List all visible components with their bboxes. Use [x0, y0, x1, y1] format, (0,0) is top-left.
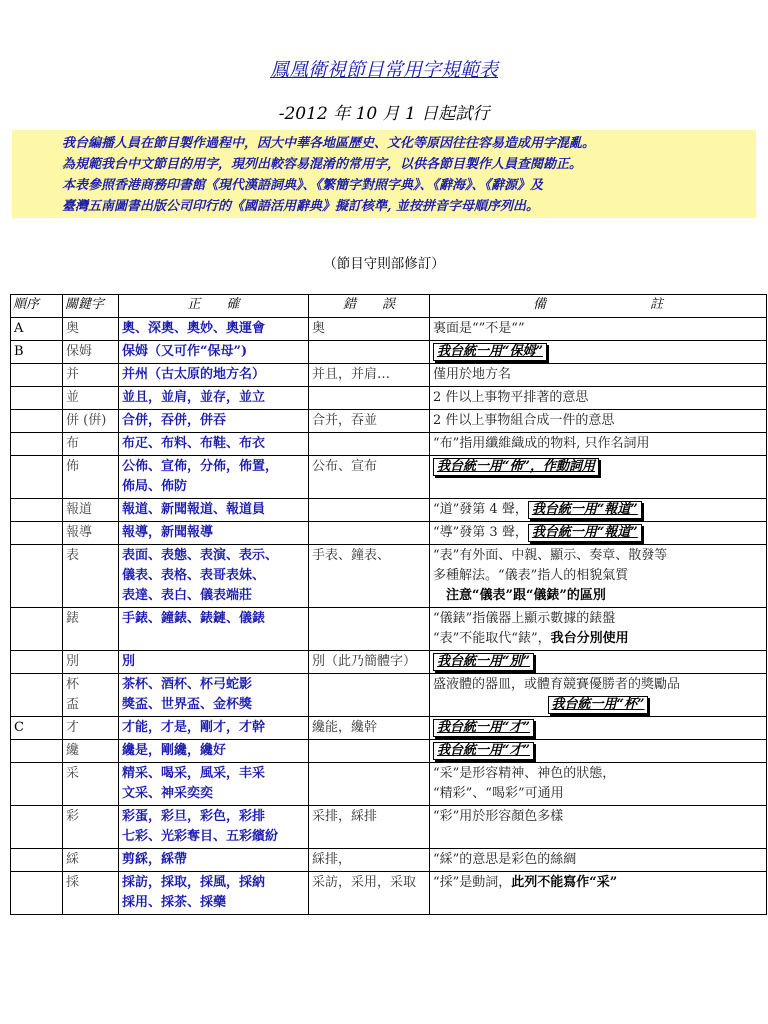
keyword-cell: 杯 盃 — [63, 674, 119, 717]
wrong-usage-cell: 手表、鐘表、 — [309, 545, 430, 608]
standard-character-table — [10, 294, 767, 915]
remark-emphasis: 注意“儀表”跟“儀錶”的區別 — [433, 588, 606, 603]
remark-line — [433, 675, 763, 695]
remark-cell — [430, 522, 767, 545]
table-row — [11, 740, 767, 763]
remark-text: “導”發第 3 聲， — [433, 525, 528, 540]
order-cell — [11, 456, 63, 499]
wrong-usage-cell — [309, 433, 430, 456]
table-row — [11, 674, 767, 717]
table-header-row — [11, 295, 767, 318]
notice-line: 臺灣五南圖書出版公司印行的《國語活用辭典》擬訂核準, 並按拼音字母順序列出。 — [62, 199, 540, 214]
keyword-cell: 並 — [63, 387, 119, 410]
remark-line — [433, 546, 763, 566]
remark-text: 2 件以上事物平排著的意思 — [433, 390, 589, 405]
remark-line — [433, 319, 763, 339]
remark-text: “採”是動詞， — [433, 875, 512, 890]
remark-line — [433, 365, 763, 385]
order-cell — [11, 608, 63, 651]
remark-line — [433, 523, 763, 543]
order-cell — [11, 522, 63, 545]
header-remark: 備 註 — [430, 295, 767, 318]
order-cell — [11, 651, 63, 674]
policy-badge: 我台統一用“報道” — [528, 501, 642, 519]
correct-usage-cell: 精采、喝采，風采，丰采 文采、神采奕奕 — [119, 763, 309, 806]
remark-line — [433, 457, 763, 477]
order-cell — [11, 806, 63, 849]
header-keyword: 關鍵字 — [63, 295, 119, 318]
remark-cell — [430, 341, 767, 364]
keyword-cell: 纔 — [63, 740, 119, 763]
remark-cell — [430, 499, 767, 522]
remark-line — [433, 586, 763, 606]
remark-line — [433, 629, 763, 649]
remark-cell — [430, 410, 767, 433]
correct-usage-cell: 公佈、宣佈，分佈，佈置， 佈局、佈防 — [119, 456, 309, 499]
remark-line — [433, 695, 763, 715]
order-cell: C — [11, 717, 63, 740]
correct-usage-cell: 布疋、布料、布鞋、布衣 — [119, 433, 309, 456]
wrong-usage-cell: 采排，綵排 — [309, 806, 430, 849]
order-cell — [11, 433, 63, 456]
table-row — [11, 849, 767, 872]
table-body — [11, 318, 767, 915]
order-cell — [11, 674, 63, 717]
correct-usage-cell: 彩蛋，彩旦，彩色，彩排 七彩、光彩奪目、五彩繽紛 — [119, 806, 309, 849]
remark-line — [433, 784, 763, 804]
order-cell — [11, 740, 63, 763]
remark-cell — [430, 872, 767, 915]
notice-line: 為規範我台中文節目的用字，現列出較容易混淆的常用字，以供各節目製作人員查閱勘正。 — [62, 157, 583, 172]
wrong-usage-cell: 奥 — [309, 318, 430, 341]
remark-text: 僅用於地方名 — [433, 367, 512, 382]
wrong-usage-cell — [309, 499, 430, 522]
remark-cell — [430, 806, 767, 849]
table-row — [11, 545, 767, 608]
keyword-cell: 奥 — [63, 318, 119, 341]
table-row — [11, 806, 767, 849]
table-row — [11, 364, 767, 387]
page-subtitle: -2012 年 10 月 1 日起試行 — [278, 104, 490, 124]
wrong-usage-cell: 公布、宣布 — [309, 456, 430, 499]
remark-line — [433, 342, 763, 362]
remark-text: “道”發第 4 聲， — [433, 502, 528, 517]
wrong-usage-cell: 纔能，纔幹 — [309, 717, 430, 740]
policy-badge: 我台統一用“報道” — [528, 524, 642, 542]
remark-text: “儀錶”指儀器上顯示數據的錶盤 — [433, 611, 616, 626]
remark-text: 裏面是“ — [433, 321, 479, 336]
table-row — [11, 499, 767, 522]
keyword-cell: 報導 — [63, 522, 119, 545]
table-row — [11, 410, 767, 433]
remark-cell — [430, 433, 767, 456]
order-cell — [11, 545, 63, 608]
correct-usage-cell: 茶杯、酒杯、杯弓蛇影 獎盃、世界盃、金杯獎 — [119, 674, 309, 717]
wrong-usage-cell — [309, 608, 430, 651]
table-row — [11, 387, 767, 410]
keyword-cell: 采 — [63, 763, 119, 806]
wrong-usage-cell — [309, 674, 430, 717]
remark-text: “采”是形容精神、神色的狀態， — [433, 766, 616, 781]
keyword-cell: 別 — [63, 651, 119, 674]
remark-text: 2 件以上事物組合成一件的意思 — [433, 413, 615, 428]
order-cell — [11, 387, 63, 410]
policy-badge: 我台統一用“保姆” — [433, 343, 547, 361]
remark-line — [433, 850, 763, 870]
policy-badge: 我台統一用“才” — [433, 742, 534, 760]
correct-usage-cell: 並且，並肩，並存，並立 — [119, 387, 309, 410]
remark-cell — [430, 763, 767, 806]
keyword-cell: 表 — [63, 545, 119, 608]
remark-emphasis: 我台分別使用 — [550, 631, 629, 646]
remark-line — [433, 873, 763, 893]
remark-text: “綵”的意思是彩色的絲綢 — [433, 852, 577, 867]
correct-usage-cell: 手錶、鐘錶、錶鏈、儀錶 — [119, 608, 309, 651]
remark-cell — [430, 318, 767, 341]
remark-line — [433, 566, 763, 586]
order-cell — [11, 849, 63, 872]
remark-cell — [430, 456, 767, 499]
wrong-usage-cell: 并且，并肩… — [309, 364, 430, 387]
keyword-cell: 報道 — [63, 499, 119, 522]
correct-usage-cell: 別 — [119, 651, 309, 674]
order-cell — [11, 410, 63, 433]
remark-cell — [430, 740, 767, 763]
wrong-usage-cell: 合并，吞並 — [309, 410, 430, 433]
correct-usage-cell: 報道、新聞報道、報道員 — [119, 499, 309, 522]
correct-usage-cell: 并州（古太原的地方名） — [119, 364, 309, 387]
remark-cell — [430, 387, 767, 410]
keyword-cell: 并 — [63, 364, 119, 387]
correct-usage-cell: 採訪，採取，採風，採納 採用、採茶、採藥 — [119, 872, 309, 915]
table-row — [11, 872, 767, 915]
header-wrong: 錯 誤 — [309, 295, 430, 318]
remark-line — [433, 652, 763, 672]
remark-text: “彩”用於形容顏色多樣 — [433, 809, 564, 824]
remark-text: “表”不能取代“錶”， — [433, 631, 551, 646]
wrong-usage-cell — [309, 387, 430, 410]
remark-line — [433, 609, 763, 629]
keyword-cell: 採 — [63, 872, 119, 915]
policy-badge: 我台統一用“才” — [433, 719, 534, 737]
remark-text: “布”指用纖維織成的物料, 只作名詞用 — [433, 436, 650, 451]
wrong-usage-cell — [309, 763, 430, 806]
remark-line — [433, 764, 763, 784]
remark-line — [433, 411, 763, 431]
remark-line — [433, 388, 763, 408]
correct-usage-cell: 纔是，剛纔，纔好 — [119, 740, 309, 763]
wrong-usage-cell — [309, 740, 430, 763]
table-row — [11, 717, 767, 740]
order-cell — [11, 763, 63, 806]
keyword-cell: 佈 — [63, 456, 119, 499]
revision-note: （節目守則部修訂） — [323, 256, 445, 272]
keyword-cell: 保姆 — [63, 341, 119, 364]
keyword-cell: 併 (倂) — [63, 410, 119, 433]
remark-text: “表”有外面、中親、顯示、奏章、散發等 — [433, 548, 668, 563]
remark-cell — [430, 364, 767, 387]
remark-line — [433, 500, 763, 520]
remark-cell — [430, 545, 767, 608]
remark-cell — [430, 608, 767, 651]
table-row — [11, 651, 767, 674]
keyword-cell: 彩 — [63, 806, 119, 849]
correct-usage-cell: 合併，吞併，併吞 — [119, 410, 309, 433]
order-cell — [11, 364, 63, 387]
header-correct: 正 確 — [119, 295, 309, 318]
wrong-usage-cell — [309, 522, 430, 545]
order-cell: A — [11, 318, 63, 341]
remark-line — [433, 807, 763, 827]
policy-badge: 我台統一用“別” — [433, 653, 534, 671]
remark-line — [433, 718, 763, 738]
table-row — [11, 456, 767, 499]
correct-usage-cell: 保姆（又可作“保母”) — [119, 341, 309, 364]
remark-cell — [430, 651, 767, 674]
table-row — [11, 608, 767, 651]
wrong-usage-cell: 采訪，采用，采取 — [309, 872, 430, 915]
page-title: 鳳凰衛視節目常用字規範表 — [269, 59, 498, 81]
remark-text: 多種解法。“儀表”指人的相貌氣質 — [433, 568, 629, 583]
order-cell: B — [11, 341, 63, 364]
remark-text: 盛液體的器皿，或體育競賽優勝者的獎勵品 — [433, 677, 681, 692]
table-row — [11, 318, 767, 341]
order-cell — [11, 872, 63, 915]
notice-box — [12, 130, 756, 218]
table-row — [11, 522, 767, 545]
remark-text: ” — [517, 321, 525, 336]
keyword-cell: 才 — [63, 717, 119, 740]
wrong-usage-cell — [309, 341, 430, 364]
header-order: 順序 — [11, 295, 63, 318]
remark-line — [433, 434, 763, 454]
remark-line — [433, 741, 763, 761]
table-row — [11, 433, 767, 456]
remark-emphasis: 此列不能寫作“采” — [511, 875, 618, 890]
remark-cell — [430, 849, 767, 872]
remark-cell — [430, 717, 767, 740]
correct-usage-cell: 報導，新聞報導 — [119, 522, 309, 545]
correct-usage-cell: 剪綵，綵帶 — [119, 849, 309, 872]
policy-badge: 我台統一用“杯” — [548, 696, 649, 714]
order-cell — [11, 499, 63, 522]
keyword-cell: 錶 — [63, 608, 119, 651]
table-row — [11, 763, 767, 806]
wrong-usage-cell: 別（此乃簡體字） — [309, 651, 430, 674]
keyword-cell: 綵 — [63, 849, 119, 872]
correct-usage-cell: 才能，才是，剛才，才幹 — [119, 717, 309, 740]
notice-line: 本表參照香港商務印書館《現代漢語詞典》、《繁簡字對照字典》、《辭海》、《辭源》及 — [62, 178, 544, 193]
policy-badge: 我台統一用“佈”，作動詞用 — [433, 458, 599, 476]
wrong-usage-cell: 綵排， — [309, 849, 430, 872]
notice-line: 我台編播人員在節目製作過程中，因大中華各地區歷史、文化等原因往往容易造成用字混亂。 — [62, 136, 596, 151]
table-row — [11, 341, 767, 364]
correct-usage-cell: 表面、表態、表演、表示、 儀表、表格、表哥表妹、 表達、表白、儀表端莊 — [119, 545, 309, 608]
remark-cell — [430, 674, 767, 717]
remark-text: ”不是“ — [478, 321, 518, 336]
correct-usage-cell: 奧、深奧、奧妙、奧運會 — [119, 318, 309, 341]
keyword-cell: 布 — [63, 433, 119, 456]
remark-text: “精彩”、“喝彩”可通用 — [433, 786, 564, 801]
